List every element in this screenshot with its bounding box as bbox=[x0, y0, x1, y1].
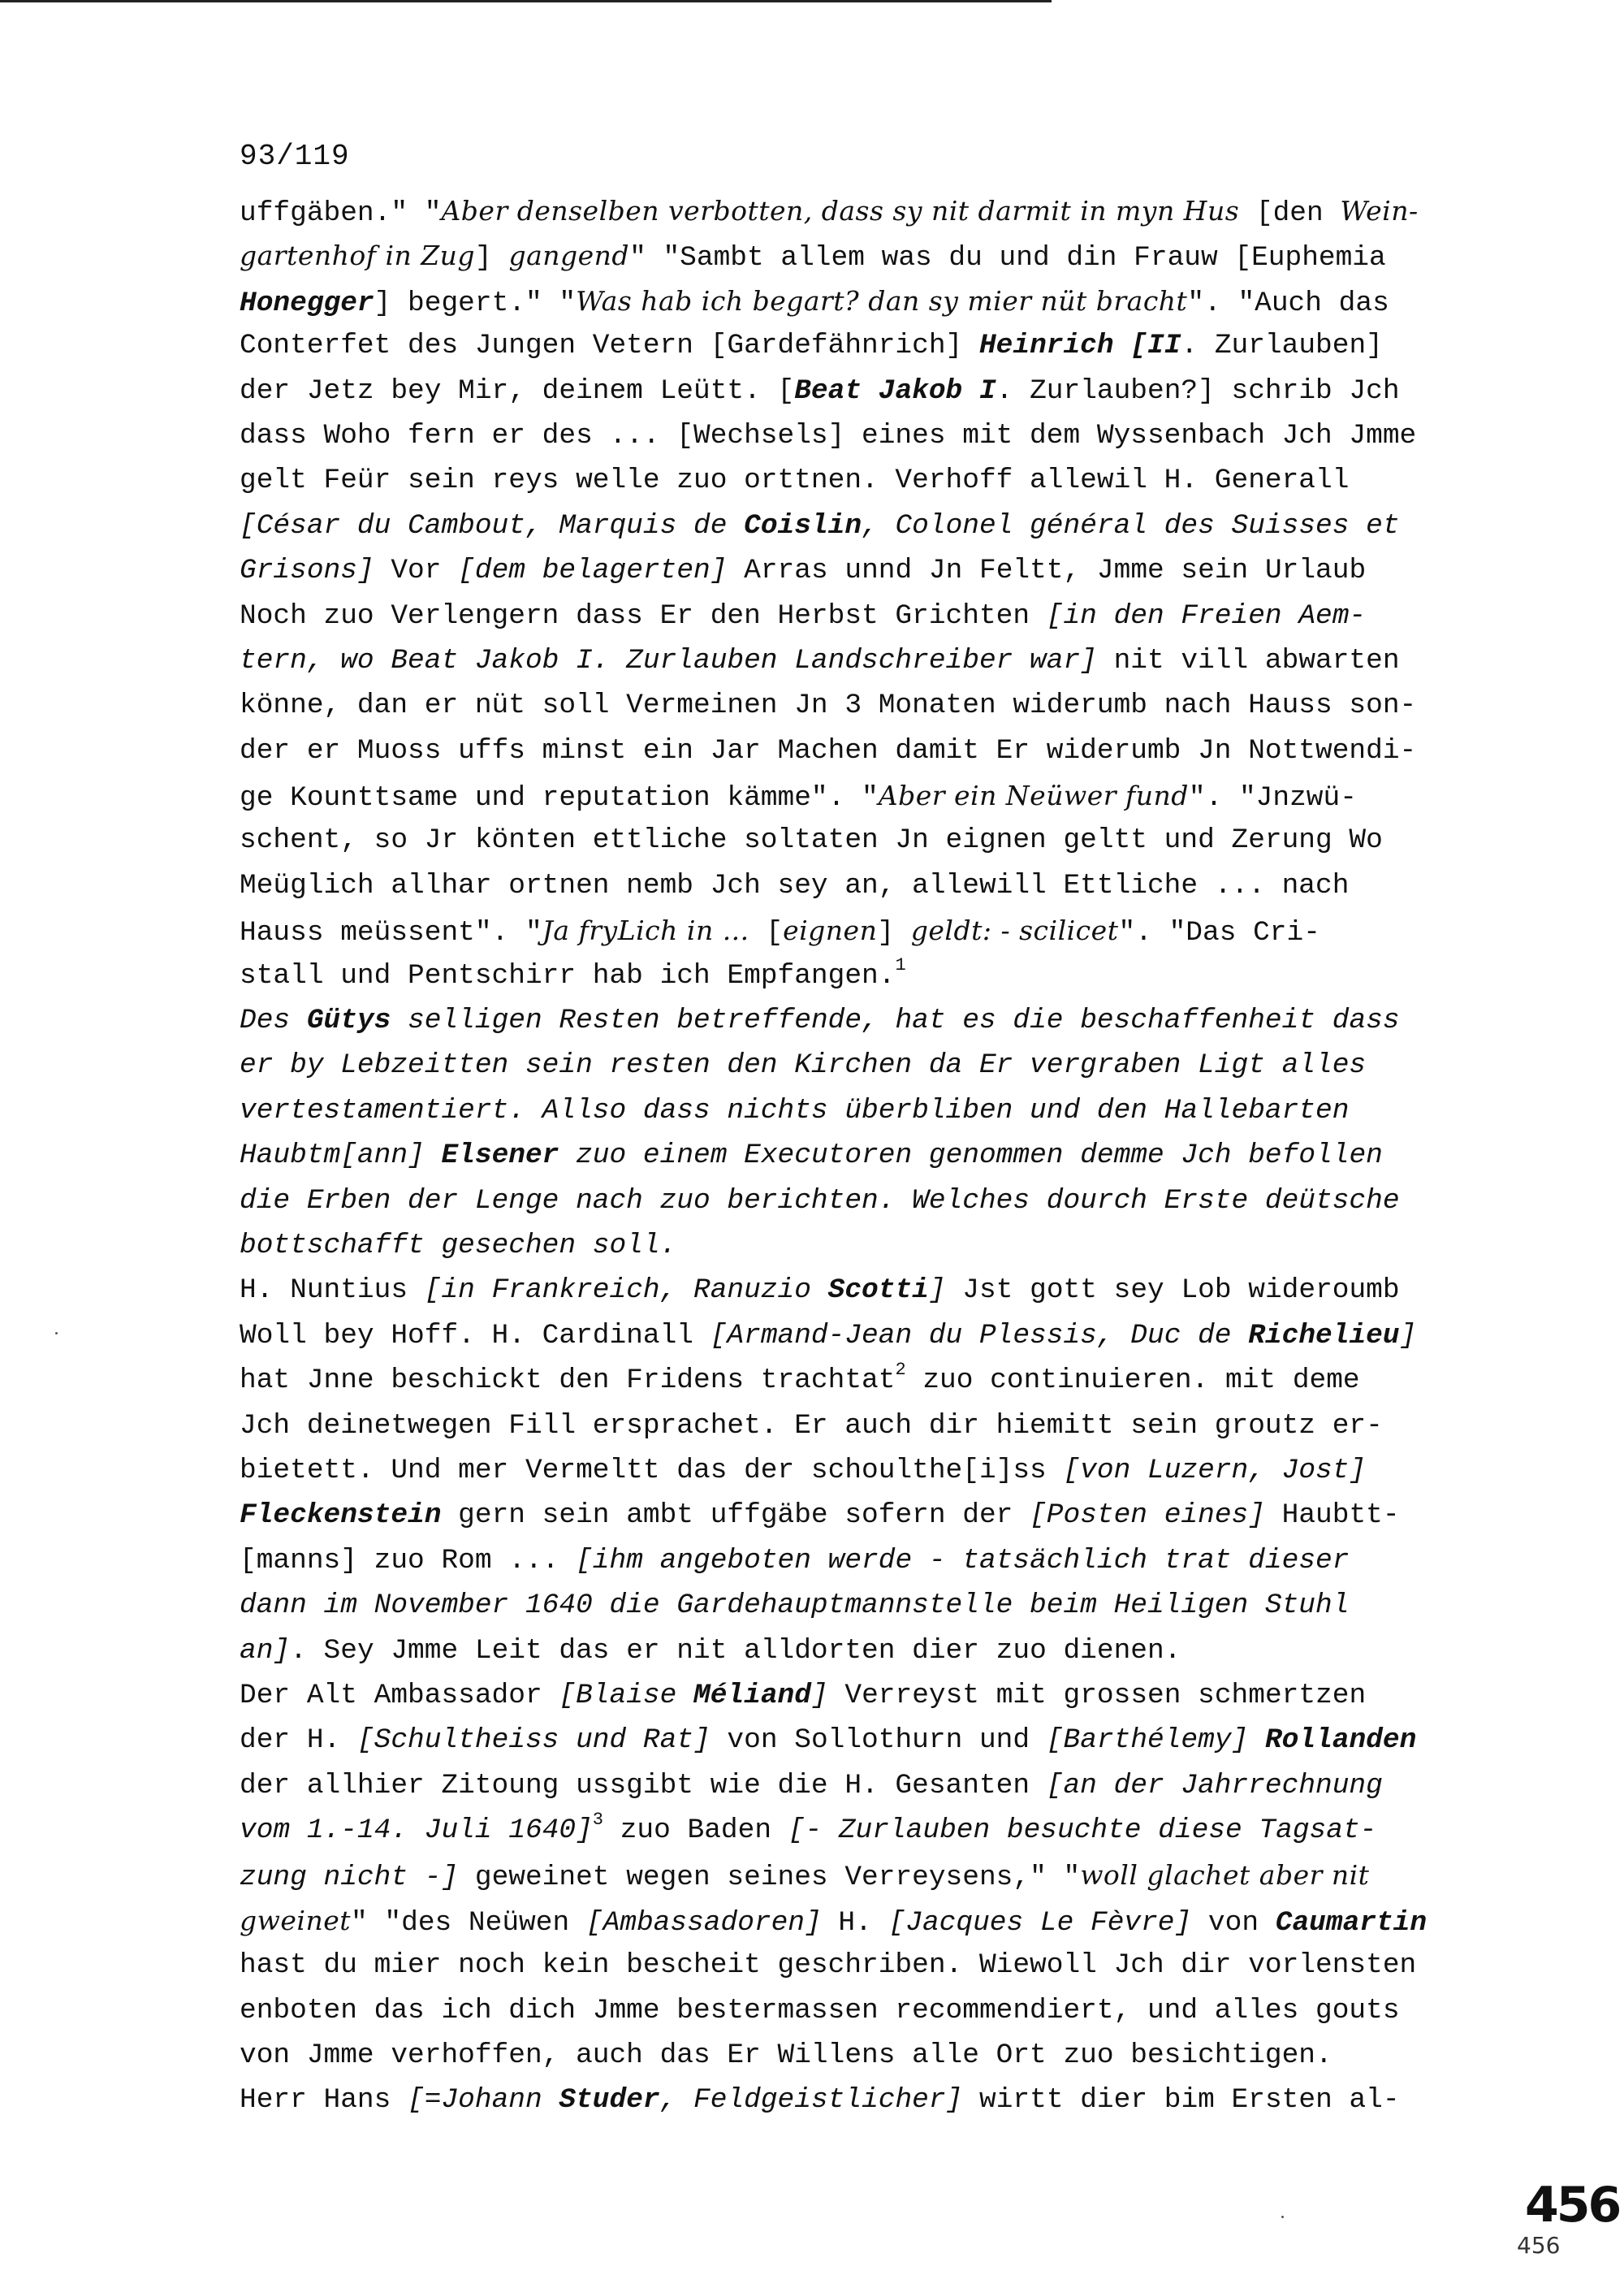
text-line bbox=[240, 1088, 1482, 1133]
page-number-stamp: 456 bbox=[1525, 2177, 1620, 2234]
text-line bbox=[240, 594, 1482, 638]
text-segment: ] bbox=[475, 242, 509, 275]
text-segment: könne, dan er nüt soll Vermeinen Jn 3 Monaten widerumb nach Hauss son- bbox=[240, 690, 1417, 722]
text-segment: er by Lebzeitten sein resten den Kirchen da Er vergraben Ligt alles bbox=[240, 1049, 1367, 1082]
text-segment: [Jacques Le Fèvre] bbox=[888, 1906, 1192, 1939]
text-line bbox=[240, 369, 1482, 413]
text-segment: Haubtt- bbox=[1264, 1499, 1400, 1532]
text-segment: [von Luzern, Jost] bbox=[1063, 1454, 1367, 1486]
text-segment: ". "Auch das bbox=[1187, 287, 1389, 319]
text-segment: ". "Jnzwü- bbox=[1188, 782, 1357, 815]
text-segment: Herr Hans bbox=[240, 2084, 408, 2117]
text-segment: . Sey Jmme Leit das er nit alldorten dier zuo dienen. bbox=[290, 1634, 1181, 1667]
text-segment: uffgäben." " bbox=[240, 197, 442, 229]
text-segment: Haubtm[ann] bbox=[240, 1140, 442, 1172]
text-segment: vom 1.-14. Juli 1640] bbox=[240, 1814, 593, 1847]
text-segment: hast du mier noch kein bescheit geschriben. Wiewoll Jch dir vorlensten bbox=[240, 1949, 1417, 1982]
text-segment: Jch deinetwegen Fill ersprachet. Er auch dir hiemitt sein groutz er- bbox=[240, 1409, 1383, 1442]
text-segment: , Feldgeistlicher] bbox=[659, 2084, 963, 2117]
text-segment: Verreyst mit grossen schmertzen bbox=[827, 1679, 1367, 1711]
text-line bbox=[240, 1853, 1482, 1897]
text-segment: Grisons] bbox=[240, 555, 374, 587]
text-segment: . Zurlauben] bbox=[1181, 330, 1383, 362]
name-highlight: Scotti bbox=[827, 1274, 929, 1307]
footnote-ref: 1 bbox=[895, 954, 906, 975]
text-segment: " "des Neüwen bbox=[351, 1906, 586, 1939]
text-segment: Arras unnd Jn Feltt, Jmme sein Urlaub bbox=[727, 555, 1367, 587]
page-reference: 93/119 bbox=[240, 140, 350, 173]
handwritten-quote: geldt: - scilicet bbox=[910, 915, 1119, 947]
name-highlight: Rollanden bbox=[1264, 1724, 1417, 1757]
text-line bbox=[240, 1179, 1482, 1223]
name-highlight: Méliand bbox=[693, 1679, 811, 1711]
footnote-ref: 3 bbox=[592, 1810, 603, 1831]
text-line bbox=[240, 323, 1482, 368]
text-line bbox=[240, 908, 1482, 953]
name-highlight: Elsener bbox=[441, 1140, 559, 1172]
text-line bbox=[240, 1628, 1482, 1673]
text-segment: von Sollothurn und bbox=[710, 1724, 1047, 1757]
text-line bbox=[240, 1448, 1482, 1493]
text-segment: bottschafft gesechen soll. bbox=[240, 1229, 677, 1261]
text-line bbox=[240, 1493, 1482, 1538]
text-segment: schent, so Jr könten ettliche soltaten Jn eignen geltt und Zerung Wo bbox=[240, 824, 1383, 857]
text-line bbox=[240, 413, 1482, 458]
handwritten-quote: Was hab ich begart? dan sy mier nüt bracht bbox=[576, 284, 1188, 317]
text-segment: Noch zuo Verlengern dass Er den Herbst Grichten bbox=[240, 599, 1047, 632]
name-highlight: Studer bbox=[559, 2084, 660, 2117]
text-segment: Hauss meüssent". " bbox=[240, 917, 542, 949]
text-segment: H. Nuntius bbox=[240, 1274, 425, 1307]
text-segment: Der Alt Ambassador bbox=[240, 1679, 559, 1711]
text-segment: an] bbox=[240, 1634, 291, 1667]
text-segment: dass Woho fern er des ... [Wechsels] eines mit dem Wyssenbach Jch Jmme bbox=[240, 419, 1417, 452]
text-segment: Woll bey Hoff. H. Cardinall bbox=[240, 1319, 710, 1352]
text-segment: der allhier Zitoung ussgibt wie die H. Gesanten bbox=[240, 1769, 1047, 1801]
text-line bbox=[240, 1763, 1482, 1808]
text-line bbox=[240, 954, 1482, 998]
text-line bbox=[240, 1404, 1482, 1448]
text-segment: [Schultheiss und Rat] bbox=[356, 1724, 710, 1757]
text-segment: [den bbox=[1239, 197, 1341, 229]
name-highlight: Honegger bbox=[240, 287, 374, 319]
text-segment: , Colonel général des Suisses et bbox=[862, 509, 1400, 542]
text-segment: [ bbox=[749, 917, 784, 949]
text-line bbox=[240, 458, 1482, 503]
name-highlight: Heinrich [II bbox=[978, 330, 1181, 362]
text-segment: bietett. Und mer Vermeltt das der schoulthe[i]ss bbox=[240, 1454, 1064, 1486]
text-segment: Meüglich allhar ortnen nemb Jch sey an, allewill Ettliche ... nach bbox=[240, 869, 1350, 902]
name-highlight: Caumartin bbox=[1275, 1906, 1427, 1939]
text-segment: [in Frankreich, Ranuzio bbox=[424, 1274, 828, 1307]
text-segment: [manns] zuo Rom ... bbox=[240, 1544, 577, 1577]
text-segment: [=Johann bbox=[408, 2084, 559, 2117]
text-segment: [Armand-Jean du Plessis, Duc de bbox=[710, 1319, 1249, 1352]
text-line bbox=[240, 1583, 1482, 1628]
text-line bbox=[240, 1808, 1482, 1853]
text-line bbox=[240, 773, 1482, 818]
text-line bbox=[240, 1943, 1482, 1987]
text-segment: zung nicht -] bbox=[240, 1862, 459, 1894]
name-highlight: Richelieu bbox=[1248, 1319, 1400, 1352]
text-segment: ] begert." " bbox=[374, 287, 577, 319]
text-segment: [an der Jahrrechnung bbox=[1046, 1769, 1383, 1801]
handwritten-quote: Aber denselben verbotten, dass sy nit darmit in myn Hus bbox=[441, 195, 1240, 227]
text-segment: [dem belagerten] bbox=[458, 555, 728, 587]
text-segment: ] bbox=[810, 1679, 828, 1711]
text-segment: gern sein ambt uffgäbe sofern der bbox=[441, 1499, 1030, 1532]
footnote-ref: 2 bbox=[895, 1360, 906, 1381]
text-segment: dann im November 1640 die Gardehauptmannstelle beim Heiligen Stuhl bbox=[240, 1589, 1350, 1622]
transcription-text bbox=[240, 188, 1482, 2123]
text-line bbox=[240, 998, 1482, 1043]
text-segment: enboten das ich dich Jmme bestermassen recommendiert, und alles gouts bbox=[240, 1994, 1400, 2026]
text-segment: hat Jnne beschickt den Fridens trachtat bbox=[240, 1365, 896, 1397]
text-segment: [- Zurlauben besuchte diese Tagsat- bbox=[788, 1814, 1377, 1847]
text-line bbox=[240, 729, 1482, 773]
name-highlight: Fleckenstein bbox=[240, 1499, 442, 1532]
handwritten-quote: gartenhof in Zug bbox=[240, 240, 476, 272]
text-line bbox=[240, 504, 1482, 548]
text-segment: . Zurlauben?] schrib Jch bbox=[996, 374, 1400, 407]
text-segment: H. bbox=[821, 1906, 889, 1939]
text-segment: die Erben der Lenge nach zuo berichten. Welches dourch Erste deütsche bbox=[240, 1184, 1400, 1217]
text-segment: zuo Baden bbox=[603, 1814, 788, 1847]
text-line bbox=[240, 683, 1482, 728]
text-segment: der Jetz bey Mir, deinem Leütt. [ bbox=[240, 374, 795, 407]
text-line bbox=[240, 638, 1482, 683]
text-segment: der H. bbox=[240, 1724, 357, 1757]
text-line bbox=[240, 1538, 1482, 1583]
text-segment: tern, wo Beat Jakob I. Zurlauben Landschreiber war] bbox=[240, 644, 1097, 677]
text-line bbox=[240, 279, 1482, 323]
text-line bbox=[240, 1223, 1482, 1268]
text-segment: zuo continuieren. mit deme bbox=[905, 1365, 1360, 1397]
scan-top-edge bbox=[0, 0, 1052, 2]
handwritten-quote: woll glachet aber nit bbox=[1080, 1859, 1370, 1892]
scan-speck bbox=[1281, 2216, 1284, 2218]
text-segment: Jst gott sey Lob wideroumb bbox=[945, 1274, 1400, 1307]
text-line bbox=[240, 548, 1482, 593]
handwritten-quote: gangend bbox=[508, 240, 630, 272]
text-line bbox=[240, 1043, 1482, 1088]
text-line bbox=[240, 1673, 1482, 1718]
text-segment: Vor bbox=[374, 555, 459, 587]
text-segment: vertestamentiert. Allso dass nichts überbliben und den Hallebarten bbox=[240, 1094, 1350, 1127]
handwritten-quote: gweinet bbox=[240, 1904, 351, 1936]
text-segment: Conterfet des Jungen Vetern [Gardefähnrich] bbox=[240, 330, 979, 362]
text-line bbox=[240, 1268, 1482, 1313]
text-segment: " "Sambt allem was du und din Frauw [Euphemia bbox=[629, 242, 1386, 275]
scan-speck bbox=[55, 1332, 58, 1334]
text-line bbox=[240, 1898, 1482, 1943]
text-segment: ge Kounttsame und reputation kämme". " bbox=[240, 782, 879, 815]
text-segment: ] bbox=[877, 917, 911, 949]
text-segment: der er Muoss uffs minst ein Jar Machen damit Er widerumb Jn Nottwendi- bbox=[240, 734, 1417, 767]
text-line bbox=[240, 1988, 1482, 2033]
text-segment: [César du Cambout, Marquis de bbox=[240, 509, 745, 542]
name-highlight: Beat Jakob I bbox=[794, 374, 996, 407]
text-line bbox=[240, 863, 1482, 908]
name-highlight: Coislin bbox=[744, 509, 862, 542]
text-segment: ] bbox=[1399, 1319, 1417, 1352]
text-line bbox=[240, 1358, 1482, 1403]
text-segment: selligen Resten betreffende, hat es die beschaffenheit dass bbox=[391, 1005, 1400, 1037]
name-highlight: Gütys bbox=[306, 1005, 391, 1037]
text-line bbox=[240, 1133, 1482, 1178]
text-segment: geweinet wegen seines Verreysens," " bbox=[458, 1862, 1081, 1894]
handwritten-quote: eignen bbox=[783, 915, 878, 947]
text-line bbox=[240, 1313, 1482, 1358]
text-segment: [Ambassadoren] bbox=[585, 1906, 822, 1939]
text-segment: ] bbox=[928, 1274, 946, 1307]
text-line bbox=[240, 818, 1482, 863]
handwritten-quote: Wein- bbox=[1340, 195, 1419, 227]
text-segment: von Jmme verhoffen, auch das Er Willens alle Ort zuo besichtigen. bbox=[240, 2039, 1332, 2072]
text-segment: [Posten eines] bbox=[1030, 1499, 1265, 1532]
text-line bbox=[240, 233, 1482, 278]
text-line bbox=[240, 188, 1482, 233]
text-line bbox=[240, 1718, 1482, 1762]
text-line bbox=[240, 2033, 1482, 2078]
text-segment: ". "Das Cri- bbox=[1118, 917, 1320, 949]
text-segment: zuo einem Executoren genommen demme Jch befollen bbox=[559, 1140, 1383, 1172]
text-segment: nit vill abwarten bbox=[1096, 644, 1400, 677]
text-segment: von bbox=[1191, 1906, 1276, 1939]
page-number-pencil: 456 bbox=[1517, 2232, 1561, 2259]
text-line bbox=[240, 2078, 1482, 2122]
text-segment: wirtt dier bim Ersten al- bbox=[962, 2084, 1400, 2117]
text-segment: Des bbox=[240, 1005, 307, 1037]
text-segment: [Blaise bbox=[559, 1679, 694, 1711]
handwritten-quote: Ja fryLich in ... bbox=[542, 915, 749, 947]
text-segment: [ihm angeboten werde - tatsächlich trat dieser bbox=[576, 1544, 1350, 1577]
text-segment: [in den Freien Aem- bbox=[1046, 599, 1367, 632]
handwritten-quote: Aber ein Neüwer fund bbox=[878, 780, 1189, 812]
text-segment: stall und Pentschirr hab ich Empfangen. bbox=[240, 959, 896, 992]
text-segment: [Barthélemy] bbox=[1046, 1724, 1265, 1757]
text-segment: gelt Feür sein reys welle zuo orttnen. Verhoff allewil H. Generall bbox=[240, 465, 1350, 497]
